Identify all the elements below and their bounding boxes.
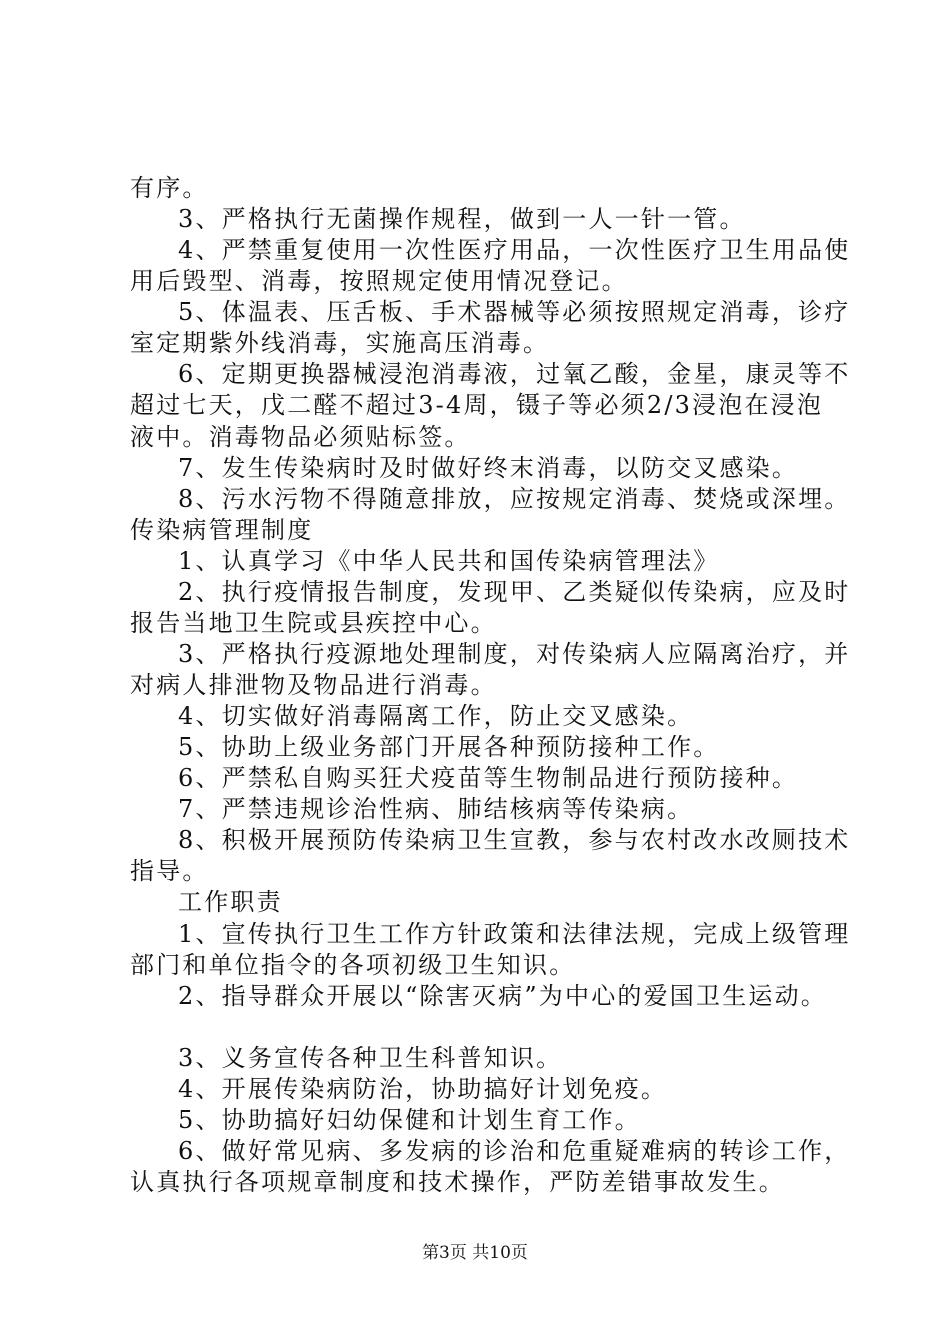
text-line: 认真执行各项规章制度和技术操作，严防差错事故发生。 [130,1168,785,1196]
text-line: 7、发生传染病时及时做好终末消毒，以防交叉感染。 [178,454,799,482]
text-line: 1、认真学习《中华人民共和国传染病管理法》 [178,547,720,575]
text-line: 3、义务宣传各种卫生科普知识。 [178,1044,563,1072]
text-line: 3、严格执行无菌操作规程，做到一人一针一管。 [178,205,746,233]
text-line: 6、定期更换器械浸泡消毒液，过氧乙酸，金星，康灵等不 [178,360,851,388]
text-line: 6、严禁私自购买狂犬疫苗等生物制品进行预防接种。 [178,764,799,792]
text-line: 液中。消毒物品必须贴标签。 [130,423,471,451]
text-line: 部门和单位指令的各项初级卫生知识。 [130,951,576,979]
text-line: 5、协助上级业务部门开展各种预防接种工作。 [178,733,720,761]
section-heading: 工作职责 [178,888,283,916]
text-line: 8、污水污物不得随意排放，应按规定消毒、焚烧或深埋。 [178,485,851,513]
text-line: 报告当地卫生院或县疾控中心。 [130,609,497,637]
text-line: 2、执行疫情报告制度，发现甲、乙类疑似传染病，应及时 [178,578,851,606]
text-line: 对病人排泄物及物品进行消毒。 [130,671,497,699]
text-line: 超过七天，戊二醛不超过3-4周，镊子等必须2/3浸泡在浸泡 [130,391,824,419]
text-line: 用后毁型、消毒，按照规定使用情况登记。 [130,267,628,295]
text-line: 1、宣传执行卫生工作方针政策和法律法规，完成上级管理 [178,920,851,948]
section-heading: 传染病管理制度 [130,516,314,544]
text-line: 指导。 [130,857,209,885]
text-line: 4、切实做好消毒隔离工作，防止交叉感染。 [178,702,694,730]
text-line: 3、严格执行疫源地处理制度，对传染病人应隔离治疗，并 [178,640,851,668]
text-line: 5、体温表、压舌板、手术器械等必须按照规定消毒，诊疗 [178,298,851,326]
text-line: 有序。 [130,174,209,202]
text-line: 6、做好常见病、多发病的诊治和危重疑难病的转诊工作， [178,1137,851,1165]
text-line: 室定期紫外线消毒，实施高压消毒。 [130,329,550,357]
text-line: 2、指导群众开展以“除害灭病”为中心的爱国卫生运动。 [178,982,828,1010]
text-line: 5、协助搞好妇幼保健和计划生育工作。 [178,1106,641,1134]
text-line: 8、积极开展预防传染病卫生宣教，参与农村改水改厕技术 [178,826,851,854]
text-line: 4、严禁重复使用一次性医疗用品，一次性医疗卫生用品使 [178,236,851,264]
text-line: 7、严禁违规诊治性病、肺结核病等传染病。 [178,795,694,823]
page-number-footer: 第3页 共10页 [422,1243,528,1263]
text-line: 4、开展传染病防治，协助搞好计划免疫。 [178,1075,668,1103]
